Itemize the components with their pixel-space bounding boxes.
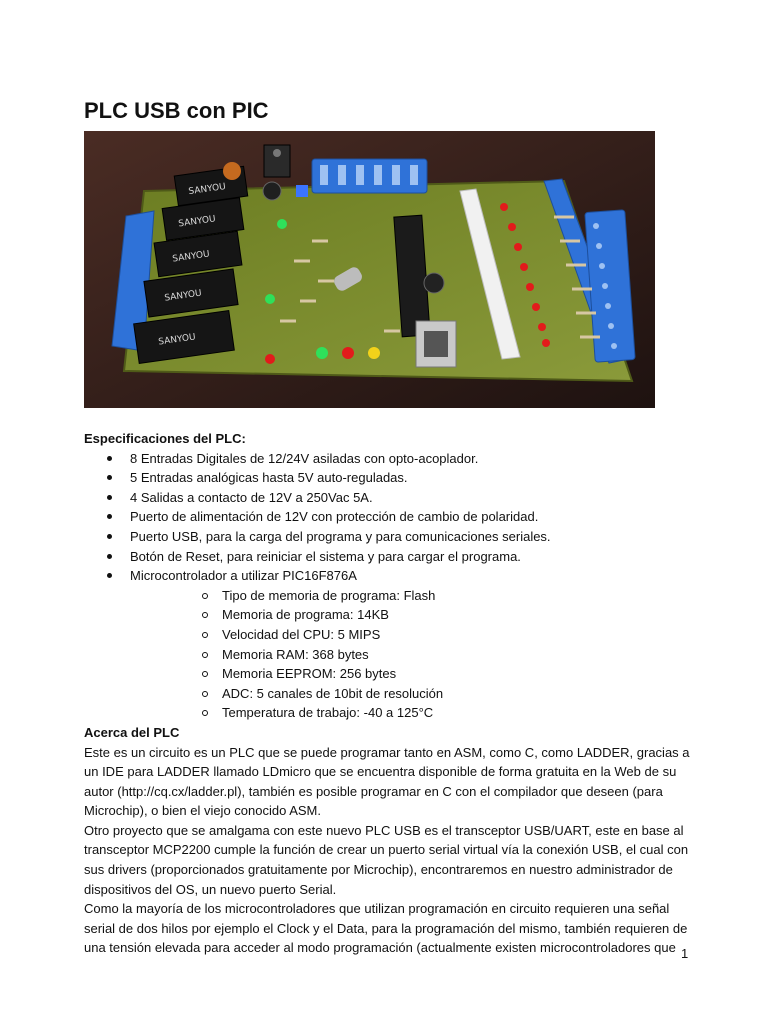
relay-label: SANYOU [157,332,197,348]
about-paragraph: Este es un circuito es un PLC que se puede programar tanto en ASM, como C, como LADDER, gracias a un IDE para LADDER llamado LDmicro que se encuentra disponible de forma gratuita en la Web de su autor (http://cq.cx/ladder.pl), también es posible programar en C con el compilador que deseen (para Microchip), o bien el viejo conocido ASM. [84,744,690,819]
page-number: 1 [681,946,689,961]
relay-label: SANYOU [187,182,227,198]
spec-subitem: Memoria EEPROM: 256 bytes [130,664,694,684]
spec-item: 4 Salidas a contacto de 12V a 250Vac 5A. [84,488,694,508]
spec-subitem: Memoria RAM: 368 bytes [130,645,694,665]
spec-item: 8 Entradas Digitales de 12/24V asiladas con opto-acoplador. [84,449,694,469]
about-paragraph: Como la mayoría de los microcontroladores que utilizan programación en circuito requieren una señal serial de dos hilos por ejemplo el Clock y el Data, para la programación del mismo, también requieren de una tensión elevada para acceder al modo programación (actualmente existen microcontroladores que [84,901,688,956]
microcontroller-sublist [130,586,694,723]
spec-item: Puerto USB, para la carga del programa y para comunicaciones seriales. [84,527,694,547]
about-heading: Acerca del PLC [84,724,180,740]
spec-item-microcontroller [84,566,694,723]
relay-label: SANYOU [163,288,203,304]
spec-item-label: Microcontrolador a utilizar PIC16F876A [130,568,357,584]
specs-list [84,449,694,723]
page-title: PLC USB con PIC [84,98,269,123]
relay-label: SANYOU [177,214,217,230]
relay-label: SANYOU [171,249,211,265]
document-body [84,429,694,958]
specs-heading: Especificaciones del PLC: [84,431,246,446]
spec-item: Botón de Reset, para reiniciar el sistema y para cargar el programa. [84,547,694,567]
spec-subitem: Memoria de programa: 14KB [130,605,694,625]
about-paragraph: Otro proyecto que se amalgama con este nuevo PLC USB es el transceptor USB/UART, este en base al transceptor MCP2200 cumple la función de crear un puerto serial virtual vía la conexión USB, el cual con sus drivers (proporcionados gratuitamente por Microchip), encontraremos en nuestro administrador de dispositivos del OS, un nuevo puerto Serial. [84,822,689,897]
spec-item: 5 Entradas analógicas hasta 5V auto-reguladas. [84,468,694,488]
spec-subitem: Velocidad del CPU: 5 MIPS [130,625,694,645]
plc-board-photo [84,131,655,408]
spec-item: Puerto de alimentación de 12V con protección de cambio de polaridad. [84,507,694,527]
spec-subitem: Temperatura de trabajo: -40 a 125°C [130,703,694,723]
spec-subitem: ADC: 5 canales de 10bit de resolución [130,684,694,704]
spec-subitem: Tipo de memoria de programa: Flash [130,586,694,606]
